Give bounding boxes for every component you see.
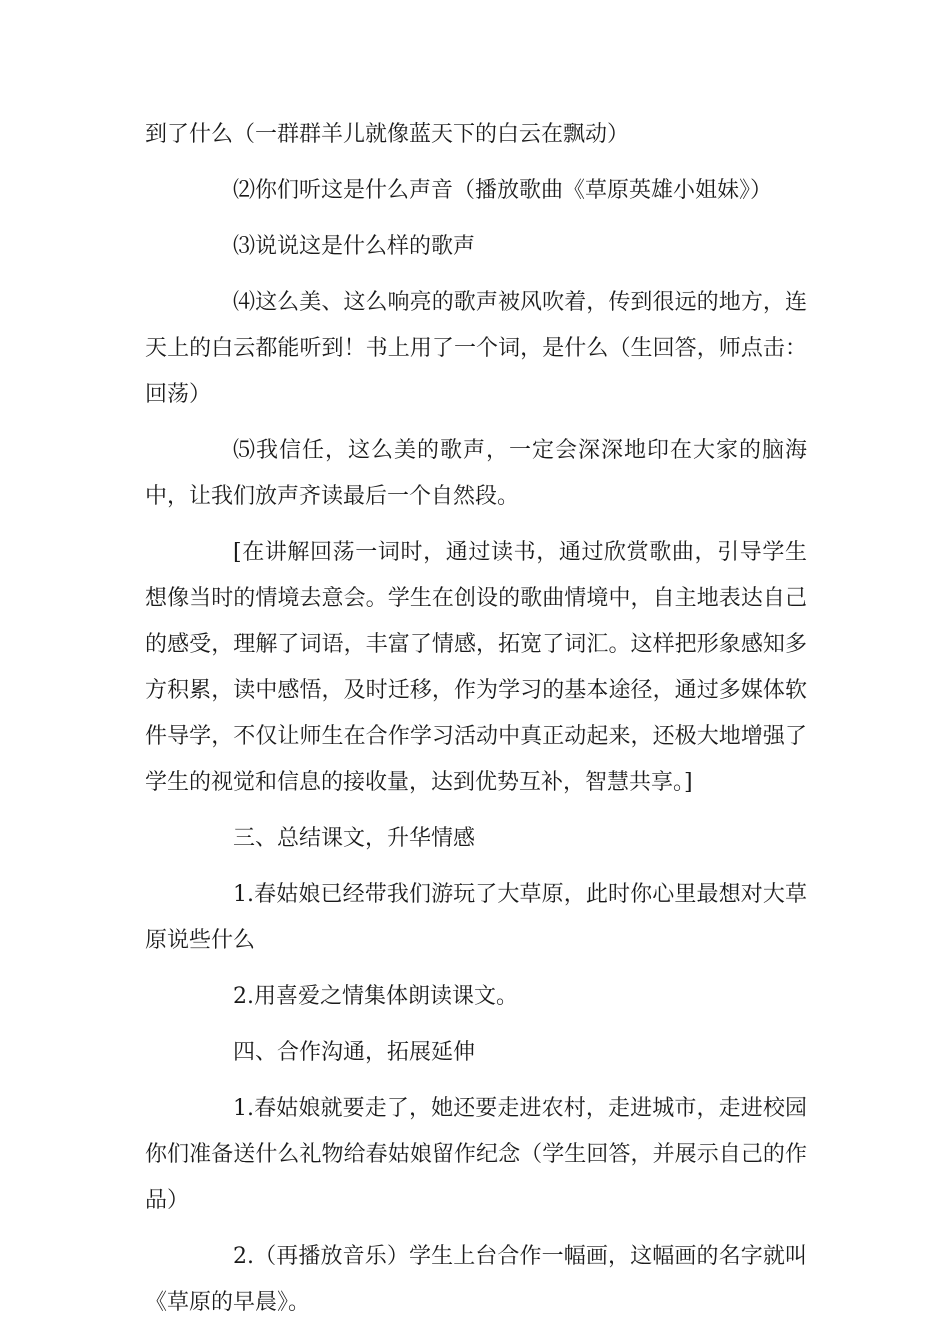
paragraph-summary-1: 1.春姑娘已经带我们游玩了大草原，此时你心里最想对大草原说些什么 <box>145 882 807 953</box>
paragraph-question-5: ⑸我信任，这么美的歌声，一定会深深地印在大家的脑海中，让我们放声齐读最后一个自然段。 <box>145 438 807 509</box>
document-page <box>145 112 807 1336</box>
paragraph-continuation: 到了什么（一群群羊儿就像蓝天下的白云在飘动） <box>145 122 630 147</box>
paragraph-commentary: [在讲解回荡一词时，通过读书，通过欣赏歌曲，引导学生想像当时的情境去意会。学生在创设的歌曲情境中，自主地表达自己的感受，理解了词语，丰富了情感，拓宽了词汇。这样把形象感知多方积累，读中感悟，及时迁移，作为学习的基本途径，通过多媒体软件导学，不仅让师生在合作学习活动中真正动起来，还极大地增强了学生的视觉和信息的接收量，达到优势互补，智慧共享。] <box>145 540 807 795</box>
paragraph-question-2: ⑵你们听这是什么声音（播放歌曲《草原英雄小姐妹》） <box>233 178 773 203</box>
section-heading-summary: 三、总结课文，升华情感 <box>233 826 476 851</box>
paragraph-extension-2: 2.（再播放音乐）学生上台合作一幅画，这幅画的名字就叫《草原的早晨》。 <box>145 1244 807 1315</box>
paragraph-question-4: ⑷这么美、这么响亮的歌声被风吹着，传到很远的地方，连天上的白云都能听到！书上用了一个词，是什么（生回答，师点击：回荡） <box>145 290 807 407</box>
paragraph-question-3: ⑶说说这是什么样的歌声 <box>233 234 476 259</box>
paragraph-extension-1: 1.春姑娘就要走了，她还要走进农村，走进城市，走进校园你们准备送什么礼物给春姑娘留作纪念（学生回答，并展示自己的作品） <box>145 1096 807 1213</box>
section-heading-extension: 四、合作沟通，拓展延伸 <box>233 1040 476 1065</box>
paragraph-summary-2: 2.用喜爱之情集体朗读课文。 <box>233 984 518 1009</box>
